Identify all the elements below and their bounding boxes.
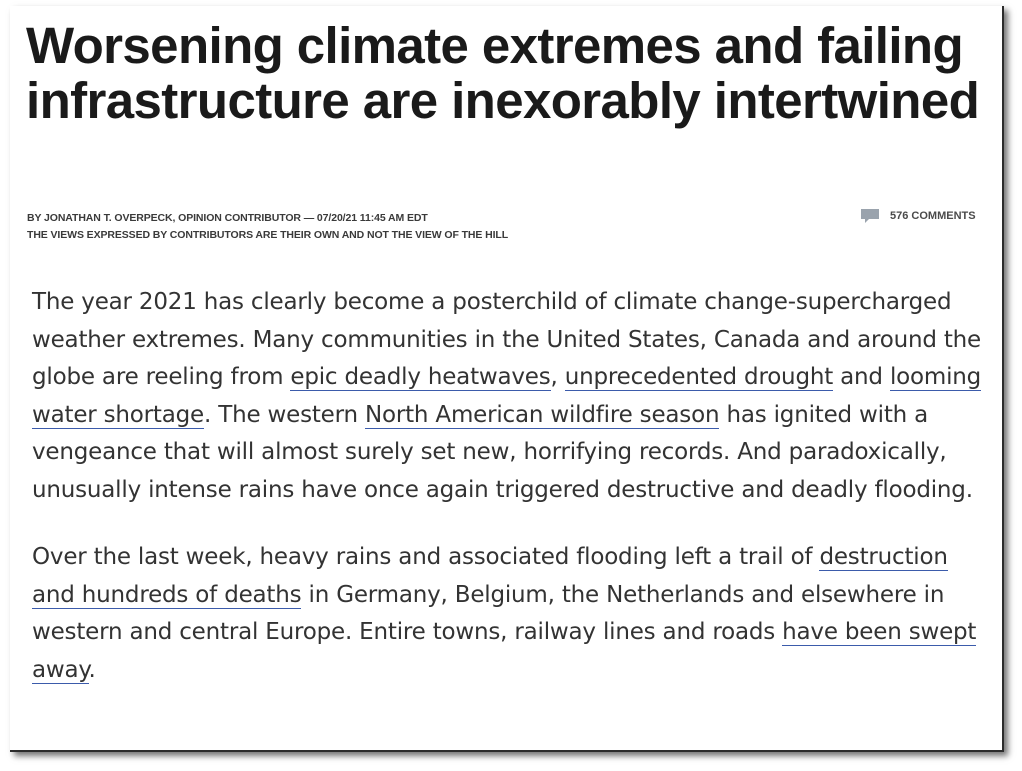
text-run: has ignited with a vengeance that will almost surely set new, horrifying records. And paradoxically, unusually intense rains have once again triggered destructive and deadly flooding.: [32, 401, 973, 503]
byline-block: [27, 210, 508, 244]
text-run: in Germany, Belgium, the Netherlands and elsewhere in western and central Europe. Entire towns, railway lines and roads: [32, 581, 945, 645]
speech-bubble-icon: [860, 208, 880, 224]
link-swept-away[interactable]: have been swept away: [32, 619, 977, 683]
text-run: ,: [550, 364, 565, 390]
link-looming-water-shortage[interactable]: looming water shortage: [32, 364, 982, 428]
text-run: .: [88, 656, 96, 683]
comments-link[interactable]: [860, 208, 976, 224]
link-destruction-and-deaths[interactable]: destruction and hundreds of deaths: [32, 544, 948, 608]
text-run: . The western: [204, 401, 365, 428]
link-unprecedented-drought[interactable]: unprecedented drought: [564, 364, 834, 390]
link-north-american-wildfire-season[interactable]: North American wildfire season: [364, 401, 720, 428]
article-headline: Worsening climate extremes and failing infrastructure are inexorably intertwined: [26, 17, 980, 129]
author-byline: BY JONATHAN T. OVERPECK, OPINION CONTRIBUTOR — 07/20/21 11:45 AM EDT: [27, 212, 428, 224]
paragraph-2: [32, 539, 992, 689]
contributor-disclaimer: THE VIEWS EXPRESSED BY CONTRIBUTORS ARE THEIR OWN AND NOT THE VIEW OF THE HILL: [27, 229, 509, 241]
article-card: [10, 6, 1004, 752]
comments-count: 576 COMMENTS: [890, 210, 976, 222]
link-epic-deadly-heatwaves[interactable]: epic deadly heatwaves: [290, 364, 551, 390]
text-run: and: [833, 364, 890, 390]
article-body: [32, 284, 992, 719]
paragraph-1: [32, 284, 992, 509]
text-run: The year 2021 has clearly become a posterchild of climate change-supercharged weather extremes. Many communities in the United States, Canada and around the globe are reeling from: [32, 289, 982, 390]
text-run: Over the last week, heavy rains and associated flooding left a trail of: [32, 544, 820, 570]
